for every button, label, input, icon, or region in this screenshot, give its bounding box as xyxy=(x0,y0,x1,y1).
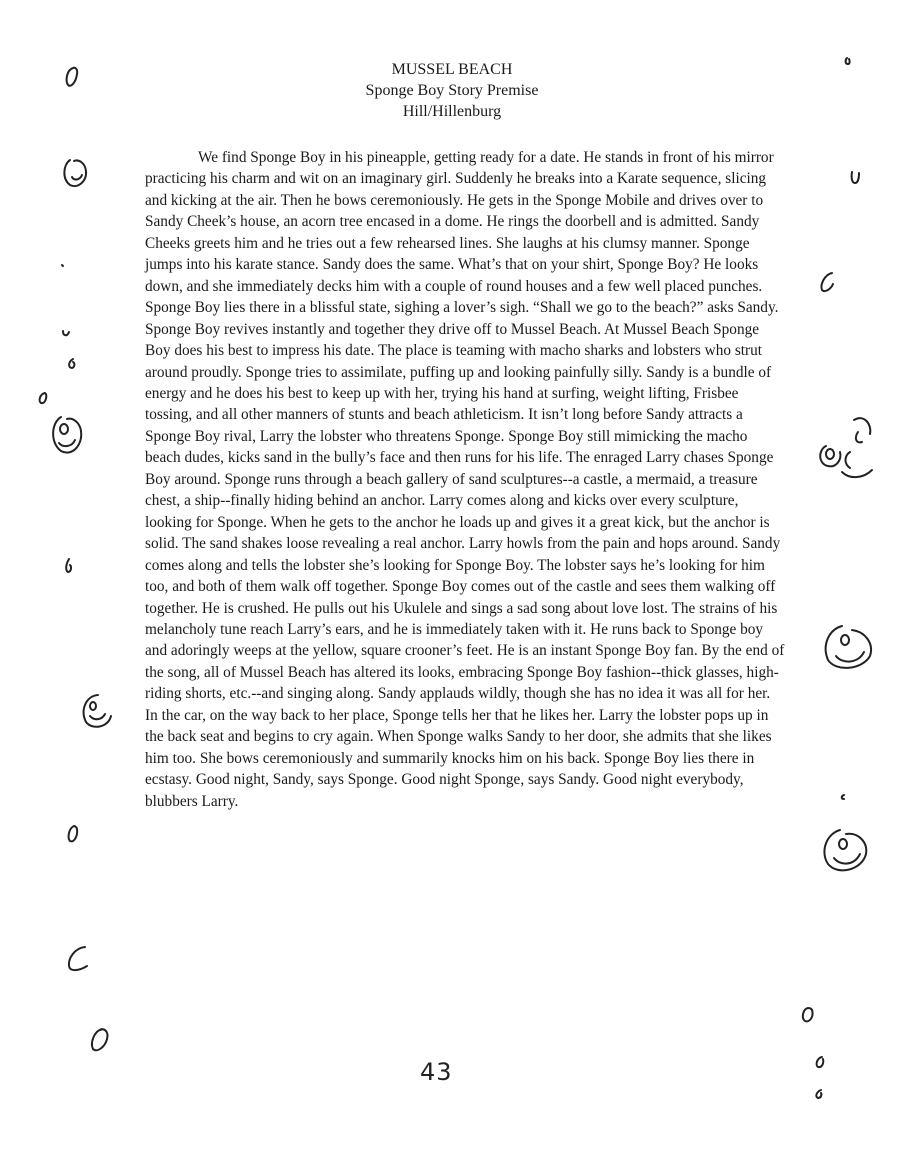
margin-small-mark xyxy=(849,170,861,186)
margin-double-smiley-mark xyxy=(812,410,878,486)
margin-small-circle-mark xyxy=(37,391,49,405)
margin-small-mark xyxy=(814,1088,824,1100)
margin-small-circle-mark xyxy=(814,1055,826,1069)
margin-smiley-mark xyxy=(78,692,116,732)
margin-small-mark xyxy=(839,793,847,801)
margin-smiley-mark xyxy=(818,826,870,878)
margin-dot-mark xyxy=(60,263,66,269)
document-authors: Hill/Hillenburg xyxy=(402,103,502,120)
margin-small-mark xyxy=(61,329,71,339)
document-header xyxy=(0,59,904,122)
document-subtitle: Sponge Boy Story Premise xyxy=(365,82,539,99)
margin-smiley-mark xyxy=(818,622,876,676)
margin-circle-mark xyxy=(800,1006,816,1024)
document-title: MUSSEL BEACH xyxy=(391,61,513,78)
margin-circle-mark xyxy=(88,1027,110,1053)
margin-smiley-mark xyxy=(47,413,87,457)
margin-small-mark xyxy=(67,358,77,370)
margin-c-mark xyxy=(818,271,836,293)
page-number: 43 xyxy=(420,1058,453,1086)
story-premise-text: We find Sponge Boy in his pineapple, getting ready for a date. He stands in front of his mirror practicing his charm and wit on an imaginary girl. Suddenly he breaks into a Karate sequence, slicing and kicking at the air. Then he bows ceremoniously. He gets in the Sponge Mobile and drives over to Sandy Cheek’s house, an acorn tree encased in a dome. He rings the doorbell and is admitted. Sandy Cheeks greets him and he tries out a few rehearsed lines. She laughs at his clumsy manner. Sponge jumps into his karate stance. Sandy does the same. What’s that on your shirt, Sponge Boy? He looks down, and she immediately decks him with a couple of round houses and a few well placed punches. Sponge Boy lies there in a blissful state, sighing a lover’s sigh. “Shall we go to the beach?” asks Sandy. Sponge Boy revives instantly and together they drive off to Mussel Beach. At Mussel Beach Sponge Boy does his best to impress his date. The place is teaming with macho sharks and lobsters who strut around proudly. Sponge tries to assimilate, puffing up and looking painfully silly. Sandy is a bundle of energy and he does his best to keep up with her, trying his hand at surfing, weight lifting, Frisbee tossing, and all other manners of stunts and beach athleticism. It isn’t long before Sandy attracts a Sponge Boy rival, Larry the lobster who threatens Sponge. Sponge Boy still mimicking the macho beach dudes, kicks sand in the bully’s face and then runs for his life. The enraged Larry chases Sponge Boy around. Sponge runs through a beach gallery of sand sculptures--a castle, a mermaid, a treasure chest, a ship--finally hiding behind an anchor. Larry comes along and kicks over every sculpture, looking for Sponge. When he gets to the anchor he loads up and gives it a great kick, but the anchor is solid. The sand shakes loose revealing a real anchor. Larry howls from the pain and hops around. Sandy comes along and tells the lobster she’s looking for Sponge Boy. The lobster says he’s looking for him too, and both of them walk off together. Sponge Boy comes out of the castle and sees them walking off together. He is crushed. He pulls out his Ukulele and sings a sad song about love lost. The strains of his melancholy tune reach Larry’s ears, and he is immediately taken with it. He runs back to Sponge boy and adoringly weeps at the yellow, square crooner’s feet. He is an instant Sponge Boy fan. By the end of the song, all of Mussel Beach has altered its looks, embracing Sponge Boy fashion--thick glasses, high-riding shorts, etc.--and singing along. Sandy applauds wildly, though she has no idea it was all for her. In the car, on the way back to her place, Sponge tells her that he likes her. Larry the lobster pops up in the back seat and begins to cry again. When Sponge walks Sandy to her door, she admits that she likes him too. She bows ceremoniously and summarily knocks him on his back. Sponge Boy lies there in ecstasy. Good night, Sandy, says Sponge. Good night Sponge, says Sandy. Good night everybody, blubbers Larry. xyxy=(145,149,785,810)
margin-small-mark xyxy=(64,558,74,574)
margin-smiley-mark xyxy=(60,157,90,189)
margin-small-mark xyxy=(844,56,852,66)
margin-c-mark xyxy=(63,944,93,974)
margin-circle-mark xyxy=(66,824,80,844)
margin-circle-mark xyxy=(64,66,80,88)
